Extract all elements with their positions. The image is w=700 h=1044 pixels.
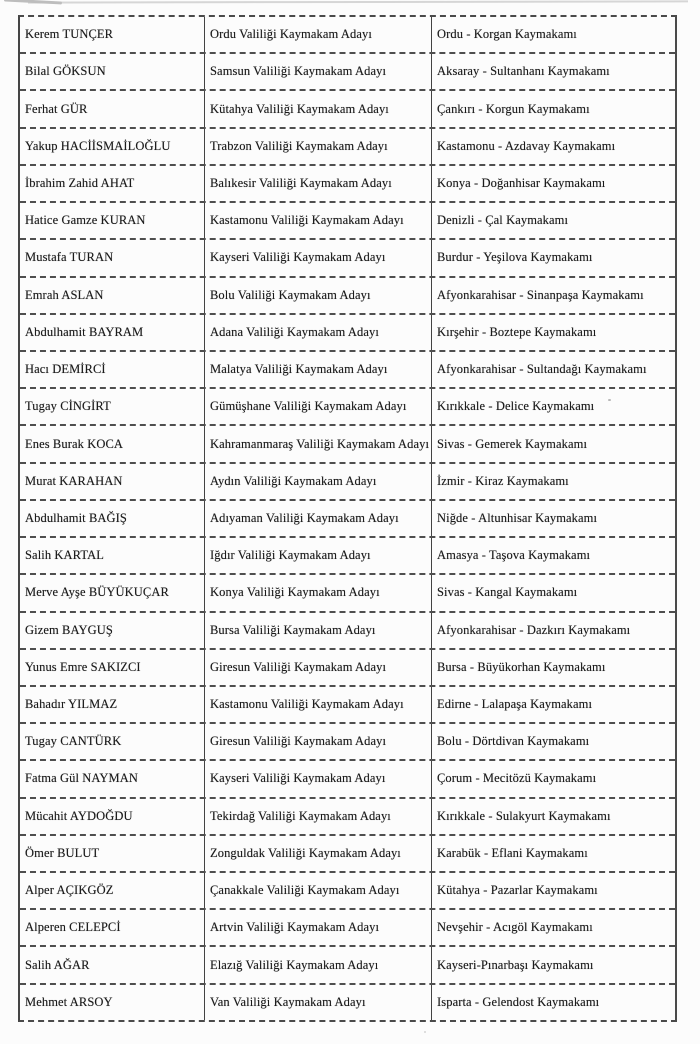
scan-speck xyxy=(608,399,611,401)
cell-current-position: Malatya Valiliği Kaymakam Adayı xyxy=(204,352,431,387)
table-row xyxy=(20,276,675,313)
cell-new-assignment: Çorum - Mecitözü Kaymakamı xyxy=(431,761,675,796)
table-row xyxy=(20,871,675,908)
table-row xyxy=(20,387,675,424)
cell-candidate-name: Tugay CİNGİRT xyxy=(25,399,111,414)
table-row xyxy=(20,17,675,52)
cell-candidate-name: Abdulhamit BAYRAM xyxy=(25,324,144,339)
cell-candidate-name: Mücahit AYDOĞDU xyxy=(25,808,133,823)
cell-new-assignment: Sivas - Gemerek Kaymakamı xyxy=(431,426,675,461)
cell-current-position: Aydın Valiliği Kaymakam Adayı xyxy=(204,464,431,499)
table-row xyxy=(20,462,675,499)
scan-speck xyxy=(424,1031,426,1033)
table-row xyxy=(20,834,675,871)
cell-candidate-name: Yunus Emre SAKIZCI xyxy=(25,659,141,674)
table-row xyxy=(20,238,675,275)
cell-candidate-name: Bahadır YILMAZ xyxy=(25,697,118,712)
table-row xyxy=(20,424,675,461)
cell-current-position: Konya Valiliği Kaymakam Adayı xyxy=(204,575,431,610)
cell-new-assignment: Burdur - Yeşilova Kaymakamı xyxy=(431,240,675,275)
table-row xyxy=(20,908,675,945)
table-row xyxy=(20,313,675,350)
cell-candidate-name: Fatma Gül NAYMAN xyxy=(25,771,138,786)
cell-candidate-name: Hacı DEMİRCİ xyxy=(25,362,106,377)
cell-candidate-name: Gizem BAYGUŞ xyxy=(25,622,113,637)
table-row xyxy=(20,127,675,164)
appointments-table xyxy=(18,15,677,1022)
cell-current-position: Ordu Valiliği Kaymakam Adayı xyxy=(204,17,431,52)
cell-current-position: Zonguldak Valiliği Kaymakam Adayı xyxy=(204,836,431,871)
table-row xyxy=(20,573,675,610)
table-row xyxy=(20,648,675,685)
cell-current-position: Gümüşhane Valiliği Kaymakam Adayı xyxy=(204,389,431,424)
cell-current-position: Iğdır Valiliği Kaymakam Adayı xyxy=(204,538,431,573)
cell-current-position: Kahramanmaraş Valiliği Kaymakam Adayı xyxy=(204,426,431,461)
cell-current-position: Bursa Valiliği Kaymakam Adayı xyxy=(204,613,431,648)
cell-current-position: Tekirdağ Valiliği Kaymakam Adayı xyxy=(204,799,431,834)
cell-new-assignment: Afyonkarahisar - Sinanpaşa Kaymakamı xyxy=(431,278,675,313)
cell-candidate-name: Abdulhamit BAĞIŞ xyxy=(25,510,127,525)
cell-new-assignment: Kırıkkale - Delice Kaymakamı xyxy=(431,389,675,424)
cell-new-assignment: Nevşehir - Acıgöl Kaymakamı xyxy=(431,910,675,945)
cell-current-position: Van Valiliği Kaymakam Adayı xyxy=(204,985,431,1020)
cell-new-assignment: Amasya - Taşova Kaymakamı xyxy=(431,538,675,573)
table-row xyxy=(20,536,675,573)
cell-new-assignment: Karabük - Eflani Kaymakamı xyxy=(431,836,675,871)
cell-current-position: Giresun Valiliği Kaymakam Adayı xyxy=(204,650,431,685)
table-row xyxy=(20,52,675,89)
table-row xyxy=(20,685,675,722)
table-row xyxy=(20,89,675,126)
cell-current-position: Adıyaman Valiliği Kaymakam Adayı xyxy=(204,501,431,536)
cell-candidate-name: Mehmet ARSOY xyxy=(25,994,113,1009)
table-row xyxy=(20,759,675,796)
cell-candidate-name: Enes Burak KOCA xyxy=(25,436,124,451)
cell-candidate-name: Bilal GÖKSUN xyxy=(25,64,106,79)
cell-new-assignment: Kastamonu - Azdavay Kaymakamı xyxy=(431,129,675,164)
cell-candidate-name: Kerem TUNÇER xyxy=(25,27,114,42)
cell-new-assignment: Çankırı - Korgun Kaymakamı xyxy=(431,91,675,126)
cell-new-assignment: Sivas - Kangal Kaymakamı xyxy=(431,575,675,610)
cell-new-assignment: Afyonkarahisar - Dazkırı Kaymakamı xyxy=(431,613,675,648)
cell-new-assignment: Kütahya - Pazarlar Kaymakamı xyxy=(431,873,675,908)
scan-artifact-streak xyxy=(28,0,688,3)
cell-new-assignment: Ordu - Korgan Kaymakamı xyxy=(431,17,675,52)
cell-candidate-name: Ferhat GÜR xyxy=(25,101,88,116)
cell-new-assignment: Kırıkkale - Sulakyurt Kaymakamı xyxy=(431,799,675,834)
table-row xyxy=(20,499,675,536)
cell-current-position: Kayseri Valiliği Kaymakam Adayı xyxy=(204,240,431,275)
cell-candidate-name: Alperen CELEPCİ xyxy=(25,920,121,935)
cell-candidate-name: Tugay CANTÜRK xyxy=(25,734,122,749)
cell-candidate-name: Hatice Gamze KURAN xyxy=(25,213,146,228)
table-row xyxy=(20,722,675,759)
cell-current-position: Kütahya Valiliği Kaymakam Adayı xyxy=(204,91,431,126)
cell-new-assignment: Bolu - Dörtdivan Kaymakamı xyxy=(431,724,675,759)
cell-candidate-name: Mustafa TURAN xyxy=(25,250,114,265)
cell-current-position: Balıkesir Valiliği Kaymakam Adayı xyxy=(204,166,431,201)
cell-candidate-name: Salih AĞAR xyxy=(25,957,90,972)
cell-new-assignment: Aksaray - Sultanhanı Kaymakamı xyxy=(431,54,675,89)
cell-current-position: Elazığ Valiliği Kaymakam Adayı xyxy=(204,947,431,982)
table-row xyxy=(20,201,675,238)
cell-candidate-name: Ömer BULUT xyxy=(25,845,100,860)
cell-candidate-name: Merve Ayşe BÜYÜKUÇAR xyxy=(25,585,169,600)
table-row xyxy=(20,945,675,982)
cell-current-position: Trabzon Valiliği Kaymakam Adayı xyxy=(204,129,431,164)
cell-new-assignment: Bursa - Büyükorhan Kaymakamı xyxy=(431,650,675,685)
cell-candidate-name: Yakup HACİİSMAİLOĞLU xyxy=(25,138,171,153)
cell-candidate-name: Murat KARAHAN xyxy=(25,473,123,488)
cell-current-position: Çanakkale Valiliği Kaymakam Adayı xyxy=(204,873,431,908)
table-row xyxy=(20,350,675,387)
cell-current-position: Giresun Valiliği Kaymakam Adayı xyxy=(204,724,431,759)
cell-candidate-name: İbrahim Zahid AHAT xyxy=(25,175,135,190)
cell-new-assignment: Kırşehir - Boztepe Kaymakamı xyxy=(431,315,675,350)
cell-current-position: Kastamonu Valiliği Kaymakam Adayı xyxy=(204,687,431,722)
cell-current-position: Kastamonu Valiliği Kaymakam Adayı xyxy=(204,203,431,238)
cell-current-position: Bolu Valiliği Kaymakam Adayı xyxy=(204,278,431,313)
cell-new-assignment: Edirne - Lalapaşa Kaymakamı xyxy=(431,687,675,722)
cell-new-assignment: Niğde - Altunhisar Kaymakamı xyxy=(431,501,675,536)
cell-current-position: Adana Valiliği Kaymakam Adayı xyxy=(204,315,431,350)
scan-artifact-streak xyxy=(4,0,62,5)
cell-current-position: Kayseri Valiliği Kaymakam Adayı xyxy=(204,761,431,796)
cell-current-position: Samsun Valiliği Kaymakam Adayı xyxy=(204,54,431,89)
cell-new-assignment: İzmir - Kiraz Kaymakamı xyxy=(431,464,675,499)
cell-new-assignment: Kayseri-Pınarbaşı Kaymakamı xyxy=(431,947,675,982)
table-row xyxy=(20,983,675,1020)
table-row xyxy=(20,611,675,648)
table-row xyxy=(20,797,675,834)
cell-new-assignment: Isparta - Gelendost Kaymakamı xyxy=(431,985,675,1020)
cell-new-assignment: Denizli - Çal Kaymakamı xyxy=(431,203,675,238)
cell-candidate-name: Alper AÇIKGÖZ xyxy=(25,883,114,898)
cell-new-assignment: Afyonkarahisar - Sultandağı Kaymakamı xyxy=(431,352,675,387)
cell-candidate-name: Emrah ASLAN xyxy=(25,287,104,302)
cell-candidate-name: Salih KARTAL xyxy=(25,548,104,563)
cell-new-assignment: Konya - Doğanhisar Kaymakamı xyxy=(431,166,675,201)
cell-current-position: Artvin Valiliği Kaymakam Adayı xyxy=(204,910,431,945)
table-row xyxy=(20,164,675,201)
